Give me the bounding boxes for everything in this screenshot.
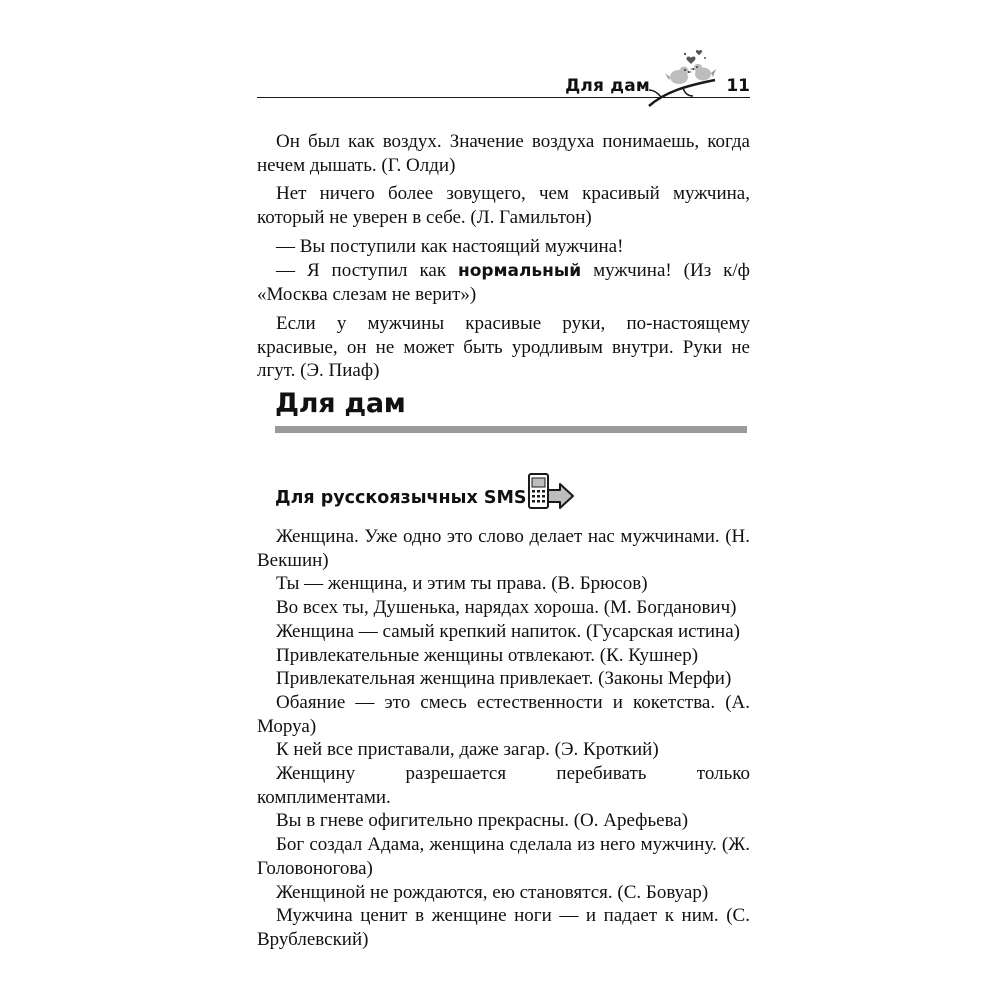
quote-paragraph: Если у мужчины красивые руки, по-настоящему красивые, он не может быть уродливым внутри. Руки не лгут. (Э. Пиаф) bbox=[257, 312, 750, 382]
quote-paragraph: Женщина — самый крепкий напиток. (Гусарская истина) bbox=[276, 620, 740, 642]
sms-quotes bbox=[257, 525, 750, 952]
phone-message-icon bbox=[527, 472, 575, 512]
quote-paragraph: Во всех ты, Душенька, нарядах хороша. (М. Богданович) bbox=[276, 597, 737, 619]
quote-paragraph: Привлекательные женщины отвлекают. (К. Кушнер) bbox=[276, 644, 699, 666]
quote-paragraph: Обаяние — это смесь естественности и кокетства. (А. Моруа) bbox=[257, 691, 750, 737]
quote-paragraph: Привлекательная женщина привлекает. (Законы Мерфи) bbox=[276, 668, 732, 690]
subsection-title: Для русскоязычных SMS bbox=[275, 488, 527, 508]
quote-paragraph bbox=[257, 259, 750, 307]
quote-paragraph: Вы в гневе офигительно прекрасны. (О. Арефьева) bbox=[276, 810, 689, 832]
birds-on-branch-icon bbox=[645, 46, 717, 108]
quote-paragraph: Ты — женщина, и этим ты права. (В. Брюсов) bbox=[276, 573, 648, 595]
page-number: 11 bbox=[726, 76, 750, 96]
quote-paragraph: — Вы поступили как настоящий мужчина! bbox=[276, 235, 624, 257]
quote-paragraph: Женщина. Уже одно это слово делает нас мужчинами. (Н. Векшин) bbox=[257, 526, 750, 571]
emphasis-word: нормальный bbox=[458, 260, 582, 281]
quote-paragraph: Нет ничего более зовущего, чем красивый мужчина, который не уверен в себе. (Л. Гамильтон) bbox=[257, 183, 750, 229]
quote-paragraph: Женщиной не рождаются, ею становятся. (С. Бовуар) bbox=[276, 881, 709, 903]
quote-paragraph: Бог создал Адама, женщина сделала из него мужчину. (Ж. Головоногова) bbox=[257, 834, 750, 879]
intro-quotes bbox=[257, 130, 750, 383]
section-title: Для дам bbox=[275, 388, 406, 419]
running-header bbox=[257, 60, 750, 108]
quote-paragraph: Он был как воздух. Значение воздуха понимаешь, когда нечем дышать. (Г. Олди) bbox=[257, 131, 750, 176]
quote-paragraph: Женщину разрешается перебивать только комплиментами. bbox=[257, 763, 750, 808]
section-divider bbox=[275, 426, 747, 433]
quote-paragraph: К ней все приставали, даже загар. (Э. Кроткий) bbox=[276, 739, 659, 761]
quote-paragraph: Мужчина ценит в женщине ноги — и падает к ним. (С. Врублевский) bbox=[257, 905, 750, 950]
running-title: Для дам bbox=[565, 76, 650, 96]
quote-text: мужчина! (Из к/ф «Москва слезам не верит») bbox=[257, 259, 750, 306]
quote-text: — Я поступил как bbox=[276, 259, 458, 281]
